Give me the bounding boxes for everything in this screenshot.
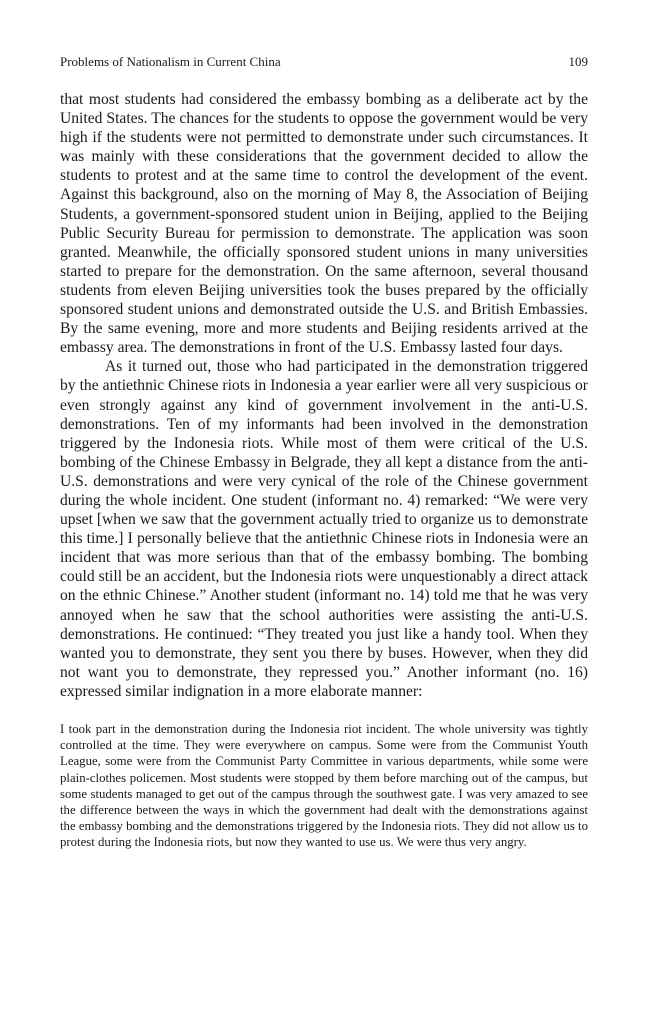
running-title: Problems of Nationalism in Current China xyxy=(60,54,281,69)
book-page xyxy=(60,54,588,851)
paragraph-informants: As it turned out, those who had participated in the demonstration triggered by the antiethnic Chinese riots in Indonesia a year earlier were all very suspicious or even strongly against any kind of government involvement in the anti-U.S. demonstrations. Ten of my informants had been involved in the demonstration triggered by the Indonesia riots. While most of them were critical of the U.S. bombing of the Chinese Embassy in Belgrade, they all kept a distance from the anti-U.S. demonstrations and were very cynical of the role of the Chinese government during the whole incident. One student (informant no. 4) remarked: “We were very upset [when we saw that the government actually tried to organize us to demonstrate this time.] I personally believe that the antiethnic Chinese riots in Indonesia were an incident that was more serious than that of the embassy bombing. The bombing could still be an accident, but the Indonesia riots were unquestionably a direct attack on the ethnic Chinese.” Another student (informant no. 14) told me that he was very annoyed when he saw that the school authorities were assisting the anti-U.S. demonstrations. He continued: “They treated you just like a handy tool. When they wanted you to demonstrate, they sent you there by buses. However, when they did not want you to demonstrate, they repressed you.” Another informant (no. 16) expressed similar indignation in a more elaborate manner: xyxy=(60,358,588,700)
running-head xyxy=(60,54,588,70)
page-number: 109 xyxy=(568,54,588,69)
body-text xyxy=(60,90,588,701)
paragraph-continued: that most students had considered the embassy bombing as a deliberate act by the United States. The chances for the students to oppose the government would be very high if the students were not permitted to demonstrate under such circumstances. It was mainly with these considerations that the government decided to allow the students to protest and at the same time to control the development of the event. Against this background, also on the morning of May 8, the Association of Beijing Students, a government-sponsored student union in Beijing, applied to the Beijing Public Security Bureau for permission to demonstrate. The application was soon granted. Meanwhile, the officially sponsored student unions in many universities started to prepare for the demonstration. On the same afternoon, several thousand students from eleven Beijing universities took the buses prepared by the officially sponsored student unions and demonstrated outside the U.S. and British Embassies. By the same evening, more and more students and Beijing residents arrived at the embassy area. The demonstrations in front of the U.S. Embassy lasted four days. xyxy=(60,91,588,357)
block-quote: I took part in the demonstration during the Indonesia riot incident. The whole university was tightly controlled at the time. They were everywhere on campus. Some were from the Communist Youth League, some were from the Communist Party Committee in various departments, while some were plain-clothes policemen. Most students were stopped by them before marching out of the campus, but some students managed to get out of the campus through the southwest gate. I was very amazed to see the difference between the ways in which the government had dealt with the demonstrations against the embassy bombing and the demonstrations triggered by the Indonesia riots. They did not allow us to protest during the Indonesia riots, but now they wanted to use us. We were thus very angry. xyxy=(60,722,588,850)
